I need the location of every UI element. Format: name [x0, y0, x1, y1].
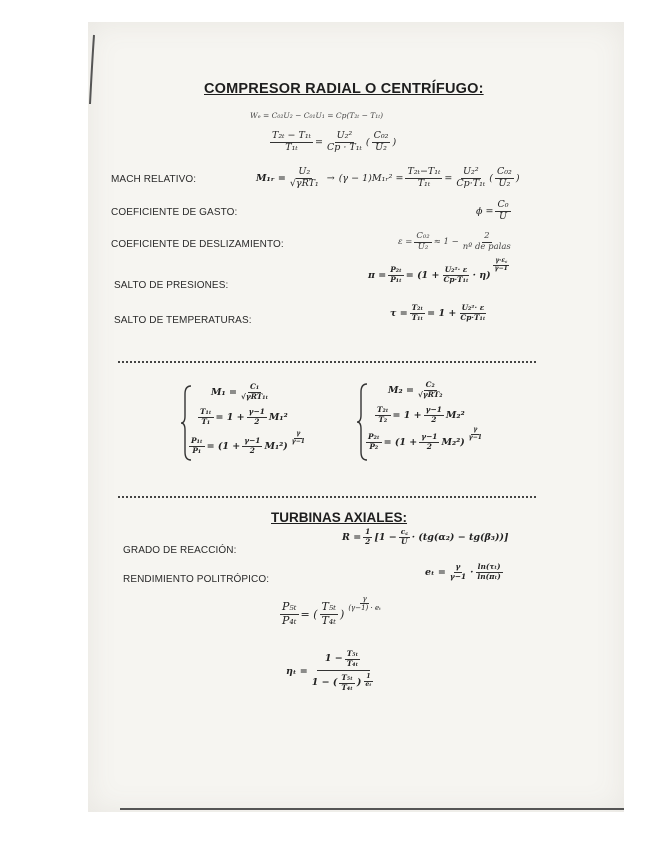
dotted-separator-bottom — [118, 496, 536, 498]
pr-i-den: T₄ₜ — [321, 613, 337, 627]
sys2-t-mid: = 1 + — [392, 409, 422, 421]
system-1-temperature — [196, 408, 288, 426]
pr-i-num: T₅ₜ — [321, 600, 337, 613]
coeficiente-gasto-equation — [476, 200, 513, 223]
sys1-t-den: T₁ — [201, 416, 211, 426]
sys2-t-num: T₂ₜ — [377, 405, 389, 414]
ratio-rhs-num: U₂² — [336, 130, 353, 141]
sys1-m-lhs: M₁ = — [211, 386, 237, 398]
ratio-lhs-den: T₁ₜ — [285, 141, 298, 153]
eff-bot-den: T₄ₜ — [341, 682, 353, 692]
sys1-p-fnum: γ−1 — [244, 436, 261, 445]
eff-lhs: ηₜ = — [286, 665, 308, 677]
label-salto-presiones: SALTO DE PRESIONES: — [114, 280, 229, 291]
eff-bot-close: ) — [356, 676, 362, 688]
bottom-edge-line — [120, 808, 624, 810]
reaccion-tail: · (tg(α₂) − tg(β₃))] — [411, 531, 509, 543]
rendimiento-g-den: γ−1 — [449, 571, 467, 581]
rendimiento-politropico-equation — [425, 563, 505, 581]
sys2-p-tail: M₂²) — [441, 436, 465, 448]
rendimiento-l-den: ln(πₜ) — [477, 571, 501, 581]
eff-top-den: T₄ₜ — [346, 658, 359, 668]
label-grado-reaccion: GRADO DE REACCIÓN: — [123, 545, 237, 556]
sys1-p-fden: 2 — [249, 445, 255, 455]
eff-bot-num: T₅ₜ — [341, 673, 353, 683]
sys2-p-num: P₂ₜ — [368, 432, 380, 441]
gasto-den: U — [499, 210, 508, 222]
pen-stroke-mark — [88, 34, 96, 106]
system-2-mach — [388, 381, 447, 399]
pr-close: ) — [340, 607, 345, 621]
grado-reaccion-equation — [342, 528, 508, 546]
sys1-t-tail: M₁² — [268, 411, 288, 423]
label-salto-temperaturas: SALTO DE TEMPERATURAS: — [114, 315, 252, 326]
sys2-p-fnum: γ−1 — [421, 432, 438, 441]
presiones-den: P₁ₜ — [390, 274, 402, 284]
ratio-paren-den: U₂ — [375, 141, 387, 153]
page-title: COMPRESOR RADIAL O CENTRÍFUGO: — [204, 81, 484, 97]
sys2-t-fnum: γ−1 — [425, 405, 442, 414]
sys2-m-lhs: M₂ = — [388, 384, 414, 396]
eff-top-pre: 1 − — [324, 652, 343, 664]
eff-bot-exp-num: 1 — [366, 673, 371, 681]
mach-num: U₂ — [298, 166, 311, 177]
mach-c-den: Cp·T₁ₜ — [456, 177, 486, 189]
system-1-pressure — [187, 430, 309, 455]
presiones-mid: = (1 + — [405, 269, 440, 281]
pr-exp-num: γ — [362, 595, 367, 603]
sys2-m-num: C₂ — [425, 380, 435, 389]
sys2-m-den: √γRT₂ — [417, 389, 443, 399]
sys2-t-den: T₂ — [378, 414, 388, 424]
gasto-lhs: ϕ = — [476, 205, 494, 217]
mach-b-num: T₂ₜ−T₁ₜ — [407, 166, 441, 177]
presiones-lhs: π = — [368, 269, 387, 281]
ratio-equals: = — [314, 136, 323, 148]
rendimiento-g-num: γ — [455, 562, 461, 571]
ratio-rhs-den: Cp · T₁ₜ — [326, 141, 362, 153]
turbine-efficiency-equation — [286, 650, 379, 692]
sys1-m-den: √γRT₁ₜ — [240, 391, 269, 401]
mach-relativo-equation: M₁ᵣ = $\frac{\text{U₂}}{\text{√γRT₁}}$ → (γ − 1)M₁ᵣ² = $\frac{\text{T₂ₜ−T₁ₜ}}{\text{T₁ₜ}}$ = $\frac{\text{U₂²}}{\text{Cp·T₁ₜ}}$ ( $\frac{\text{C₀₂}}{\text{U₂}}$ ) — [256, 166, 520, 189]
rendimiento-dot: · — [470, 566, 474, 578]
mach-b-den: T₁ₜ — [417, 177, 431, 189]
sys1-p-tail: M₁²) — [264, 440, 288, 452]
sys1-t-mid: = 1 + — [215, 411, 245, 423]
sys2-t-fden: 2 — [431, 414, 437, 424]
desl-lhs: ε = — [398, 237, 413, 248]
sys2-p-den: P₂ — [369, 441, 379, 451]
pr-eq: = ( — [300, 607, 318, 621]
ratio-equation: $\frac{\text{T₂ₜ − T₁ₜ}}{\text{T₁ₜ}}$ = $\frac{\text{U₂²}}{\text{Cp · T₁ₜ}}$ ( $\frac{\text{C₀₂}}{\text{U₂}}$ ) — [272, 130, 397, 153]
temperaturas-num2: U₂²· ε — [461, 303, 485, 312]
reaccion-open: [1 − — [374, 531, 397, 543]
temperaturas-mid: = 1 + — [427, 307, 457, 319]
work-equation — [250, 111, 383, 120]
reaccion-c-num: c꜀ — [400, 527, 408, 536]
ratio-paren-fraction — [372, 131, 391, 154]
eff-bot-pre: 1 − ( — [311, 676, 338, 688]
temperaturas-lhs: τ = — [390, 307, 408, 319]
desl-num: C₀₂ — [416, 231, 430, 241]
dotted-separator-top — [118, 361, 536, 363]
label-coeficiente-gasto: COEFICIENTE DE GASTO: — [111, 207, 238, 218]
mach-den: √γRT₁ — [289, 177, 319, 189]
system-2-temperature — [373, 406, 465, 424]
label-rendimiento-politropico: RENDIMIENTO POLITRÓPICO: — [123, 574, 270, 585]
presiones-num: P₂ₜ — [390, 265, 402, 274]
rendimiento-l-num: ln(τₜ) — [477, 562, 501, 571]
sys1-p-mid: = (1 + — [206, 440, 241, 452]
system-1-mach — [211, 383, 272, 401]
ratio-paren-num: C₀₂ — [373, 130, 389, 141]
sys1-p-exp-num: γ — [296, 430, 301, 437]
sys1-t-fnum: γ−1 — [248, 407, 265, 416]
temperaturas-den2: Cp·T₁ₜ — [460, 312, 486, 322]
presiones-num2: U₂²· ε — [444, 265, 468, 274]
desl-mid: ≈ 1 − — [433, 237, 459, 248]
system-2-pressure — [364, 426, 486, 451]
label-coeficiente-deslizamiento: COEFICIENTE DE DESLIZAMIENTO: — [111, 239, 284, 250]
presiones-tail: · η) — [472, 269, 491, 281]
ratio-lhs-num: T₂ₜ − T₁ₜ — [272, 130, 311, 141]
label-mach-relativo: MACH RELATIVO: — [111, 174, 197, 185]
sys2-p-exp-den: γ−1 — [468, 433, 482, 441]
eff-bot-exp-den: eₜ — [365, 680, 372, 688]
sys1-p-num: P₁ₜ — [191, 436, 203, 445]
pr-exp-den: (γ−1) · eₜ — [348, 604, 381, 613]
eff-top-num: T₅ₜ — [346, 649, 359, 658]
mach-lhs: M₁ᵣ = — [256, 172, 286, 184]
pr-l-den: P₄ₜ — [282, 613, 297, 627]
mach-c-num: U₂² — [463, 166, 479, 177]
presiones-exp-den: γ−1 — [494, 264, 508, 272]
desl-den: U₂ — [417, 241, 429, 252]
rendimiento-lhs: eₜ = — [425, 566, 446, 578]
mach-c-pnum: C₀₂ — [496, 166, 512, 177]
sys2-p-fden: 2 — [426, 441, 432, 451]
desl-den2: nº de palas — [462, 241, 511, 252]
work-equation-text: Wₑ = C₀₂U₂ − C₀₁U₁ = Cp(T₂ₜ − T₁ₜ) — [250, 111, 384, 120]
reaccion-half-num: 1 — [365, 527, 371, 536]
mach-c-pden: U₂ — [498, 177, 511, 189]
desl-num2: 2 — [484, 231, 490, 241]
ratio-rhs-fraction — [325, 131, 364, 154]
mach-eq-b: (γ − 1)M₁ᵣ² = — [338, 172, 404, 184]
temperaturas-den: T₁ₜ — [411, 312, 424, 322]
sys1-t-fden: 2 — [254, 416, 260, 426]
sys2-p-mid: = (1 + — [383, 436, 418, 448]
section-title-turbinas: TURBINAS AXIALES: — [271, 510, 408, 525]
turbine-pressure-ratio-equation — [278, 595, 385, 627]
reaccion-half-den: 2 — [365, 536, 371, 546]
salto-temperaturas-equation — [390, 304, 489, 322]
temperaturas-num: T₂ₜ — [411, 303, 424, 312]
ratio-lhs-fraction — [270, 131, 313, 154]
sys2-t-tail: M₂² — [445, 409, 465, 421]
sys1-t-num: T₁ₜ — [200, 407, 212, 416]
reaccion-lhs: R = — [342, 531, 362, 543]
sys1-p-den: P₁ — [192, 445, 202, 455]
presiones-den2: Cp·T₁ₜ — [443, 274, 469, 284]
pr-l-num: P₅ₜ — [282, 600, 297, 613]
sys1-p-exp-den: γ−1 — [291, 437, 305, 445]
mach-arrow: → — [326, 172, 335, 184]
sys2-p-exp-num: γ — [473, 426, 478, 433]
gasto-num: C₀ — [497, 199, 509, 210]
coeficiente-deslizamiento-equation — [398, 232, 515, 253]
sys1-m-num: C₁ — [250, 382, 260, 391]
reaccion-c-den: U — [401, 536, 408, 546]
presiones-exp-num: γ·ε꜀ — [495, 257, 508, 264]
